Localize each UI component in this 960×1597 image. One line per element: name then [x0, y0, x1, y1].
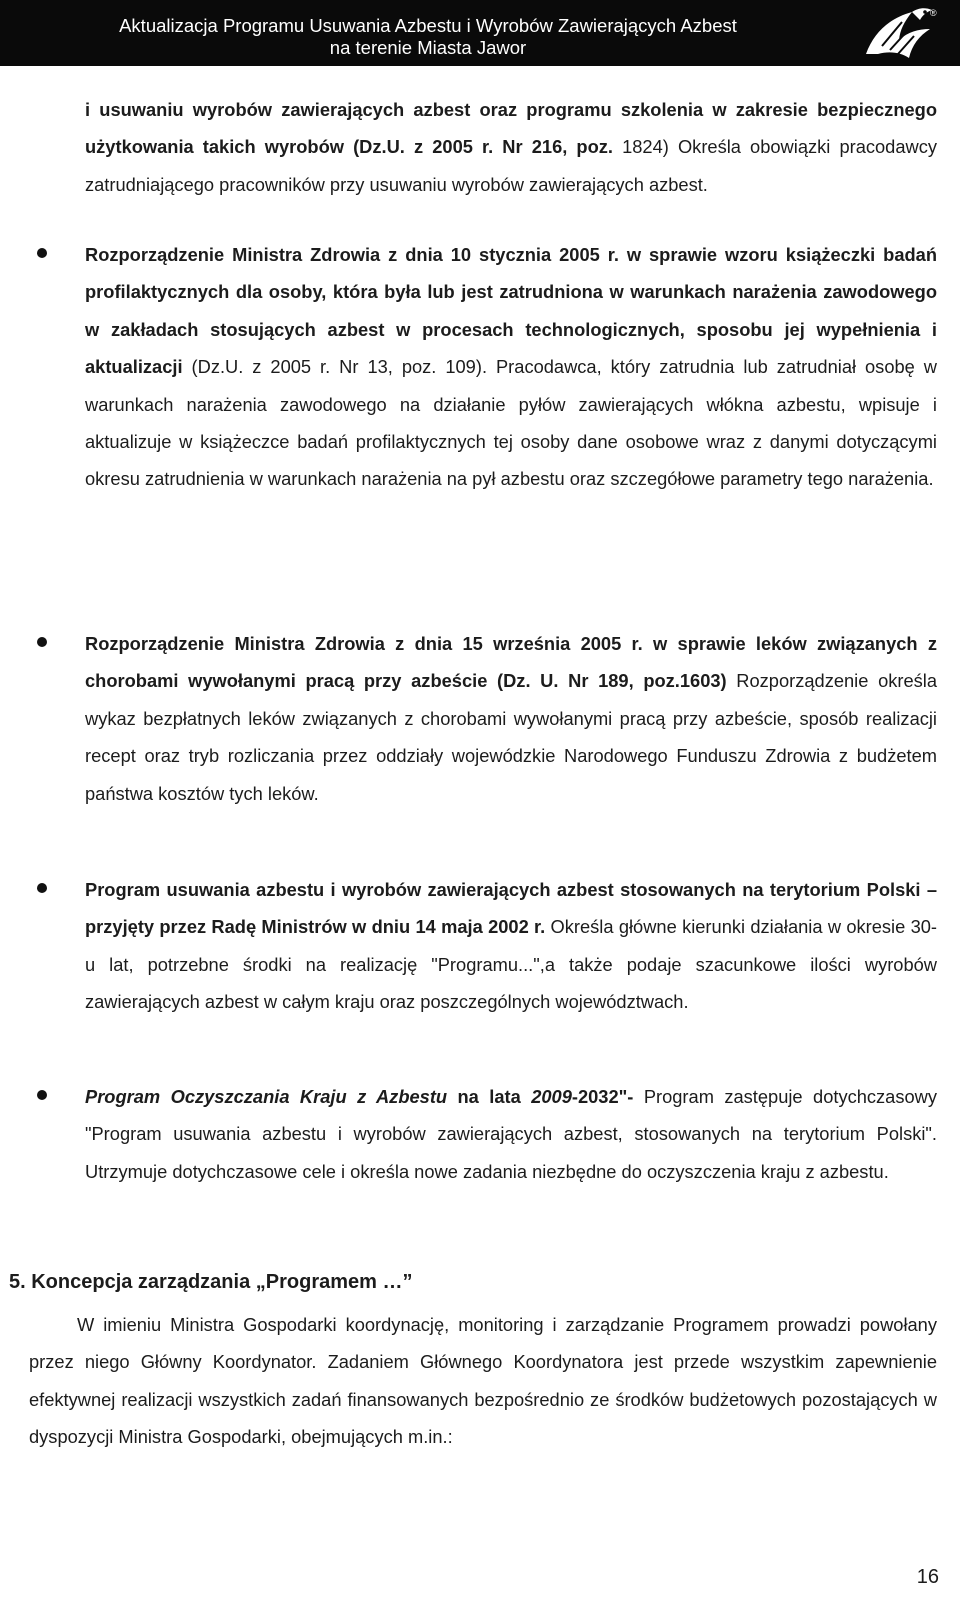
bullet-2-bold-text: Rozporządzenie Ministra Zdrowia z dnia 15 września 2005 r. w sprawie leków związanych z chorobami wywołanymi pracą przy azbeście (Dz. U. Nr 189, poz.1603) [85, 633, 937, 692]
bullet-4-bold-suffix: -2032"- [571, 1086, 634, 1107]
bullet-1-dot [37, 248, 47, 258]
bullet-2-dot [37, 637, 47, 647]
bullet-4-program-name: Program Oczyszczania Kraju z Azbestu [85, 1086, 448, 1107]
bullet-1-text: (Dz.U. z 2005 r. Nr 13, poz. 109). Pracodawca, który zatrudnia lub zatrudniał osobę w warunkach narażenia zawodowego na działanie pyłów zawierających włókna azbestu, wpisuje i aktualizuje w książeczce badań profilaktycznych tej osoby dane osobowe wraz z danymi dotyczącymi okresu zatrudnienia w warunkach narażenia na pył azbestu oraz szczegółowe parametry tego narażenia. [85, 356, 937, 490]
bullet-4-paragraph [85, 1078, 937, 1190]
bullet-4-bold-text: na lata [447, 1086, 532, 1107]
bullet-4-year: 2009 [531, 1086, 572, 1107]
bullet-3-paragraph [85, 871, 937, 1021]
bullet-2-paragraph [85, 625, 937, 812]
bullet-4-text: Program zastępuje dotychczasowy "Program usuwania azbestu i wyrobów zawierających azbest, stosowanych na terytorium Polski". Utrzymuje dotychczasowe cele i określa nowe zadania niezbędne do oczyszczenia kraju z azbestu. [85, 1086, 937, 1182]
section-body-paragraph [29, 1306, 937, 1456]
document-title-line-1: Aktualizacja Programu Usuwania Azbestu i Wyrobów Zawierających Azbest [119, 15, 737, 36]
intro-bold-text: i usuwaniu wyrobów zawierających azbest oraz programu szkolenia w zakresie bezpiecznego użytkowania takich wyrobów (Dz.U. z 2005 r. Nr 216, poz. [85, 99, 937, 158]
bullet-1-paragraph [85, 236, 937, 498]
intro-paragraph [85, 91, 937, 203]
document-title-line-2: na terenie Miasta Jawor [329, 37, 527, 58]
bullet-4-dot [37, 1090, 47, 1100]
bullet-3-text: Określa główne kierunki działania w okresie 30-u lat, potrzebne środki na realizację "Programu...",a także podaje szacunkowe ilości wyrobów zawierających azbest w całym kraju oraz poszczególnych województwach. [85, 916, 937, 1013]
bullet-3-bold-text: Program usuwania azbestu i wyrobów zawierających azbest stosowanych na terytorium Polski – przyjęty przez Radę Ministrów w dniu 14 maja 2002 r. [85, 879, 937, 938]
intro-text: 1824) Określa obowiązki pracodawcy zatrudniającego pracowników przy usuwaniu wyrobów zawierających azbest. [85, 136, 937, 195]
svg-text:®: ® [930, 8, 937, 18]
bullet-3-dot [37, 883, 47, 893]
section-body-text: W imieniu Ministra Gospodarki koordynację, monitoring i zarządzanie Programem prowadzi powołany przez niego Główny Koordynator. Zadaniem Głównego Koordynatora jest przede wszystkim zapewnienie efektywnej realizacji wszystkich zadań finansowanych bezpośrednio ze środków budżetowych pozostających w dyspozycji Ministra Gospodarki, obejmujących m.in.: [29, 1314, 937, 1448]
page-number: 16 [916, 1566, 939, 1588]
bullet-2-text: Rozporządzenie określa wykaz bezpłatnych leków związanych z chorobami wywołanymi pracą przy azbeście, sposób realizacji recept oraz tryb rozliczania przez oddziały wojewódzkie Narodowego Funduszu Zdrowia z budżetem państwa kosztów tych leków. [85, 670, 937, 804]
section-heading: 5. Koncepcja zarządzania „Programem …” [9, 1271, 413, 1293]
bullet-1-bold-text: Rozporządzenie Ministra Zdrowia z dnia 10 stycznia 2005 r. w sprawie wzoru książeczki badań profilaktycznych dla osoby, która była lub jest zatrudniona w warunkach narażenia zawodowego w zakładach stosujących azbest w procesach technologicznych, sposobu jej wypełnienia i aktualizacji [85, 244, 937, 378]
